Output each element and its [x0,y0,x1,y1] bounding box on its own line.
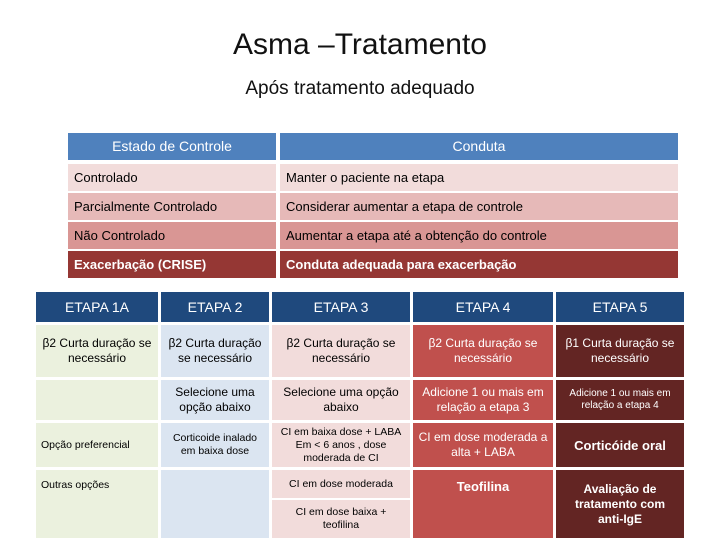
estado-cell: Parcialmente Controlado [68,193,276,220]
step3-select: Selecione uma opção abaixo [272,380,410,420]
step3-other-2: CI em dose baixa + teofilina [272,500,410,538]
step-header-4: ETAPA 4 [413,292,553,322]
other-options-label: Outras opções [36,470,158,538]
step-header-1a: ETAPA 1A [36,292,158,322]
step4-select: Adicione 1 ou mais em relação a etapa 3 [413,380,553,420]
step2-other [161,470,269,538]
step1a-beta: β2 Curta duração se necessário [36,325,158,377]
step4-other: Teofilina [413,470,553,538]
step-header-5: ETAPA 5 [556,292,684,322]
step4-preferred: CI em dose moderada a alta + LABA [413,423,553,467]
step2-beta: β2 Curta duração se necessário [161,325,269,377]
step2-select: Selecione uma opção abaixo [161,380,269,420]
step2-preferred: Corticoide inalado em baixa dose [161,423,269,467]
estado-cell: Não Controlado [68,222,276,249]
header-conduta: Conduta [280,133,678,160]
step1a-empty [36,380,158,420]
control-table-header [68,133,678,160]
table-row [68,164,678,191]
step5-preferred: Corticóide oral [556,423,684,467]
step-header-2: ETAPA 2 [161,292,269,322]
conduta-cell: Considerar aumentar a etapa de controle [280,193,678,220]
table-row [68,222,678,249]
conduta-cell: Aumentar a etapa até a obtenção do controle [280,222,678,249]
step3-preferred: CI em baixa dose + LABA Em < 6 anos , dose moderada de CI [272,423,410,467]
header-estado: Estado de Controle [68,133,276,160]
step5-select: Adicione 1 ou mais em relação a etapa 4 [556,380,684,420]
table-row [68,193,678,220]
slide-subtitle: Após tratamento adequado [245,78,475,99]
conduta-cell: Manter o paciente na etapa [280,164,678,191]
step5-other: Avaliação de tratamento com anti-IgE [556,470,684,538]
step3-beta: β2 Curta duração se necessário [272,325,410,377]
estado-cell: Controlado [68,164,276,191]
table-row [68,251,678,278]
step-header-3: ETAPA 3 [272,292,410,322]
slide-title: Asma –Tratamento [233,28,487,61]
step3-other-1: CI em dose moderada [272,470,410,498]
conduta-cell: Conduta adequada para exacerbação [280,251,678,278]
step5-beta: β1 Curta duração se necessário [556,325,684,377]
estado-cell: Exacerbação (CRISE) [68,251,276,278]
step4-beta: β2 Curta duração se necessário [413,325,553,377]
preferred-label: Opção preferencial [36,423,158,467]
